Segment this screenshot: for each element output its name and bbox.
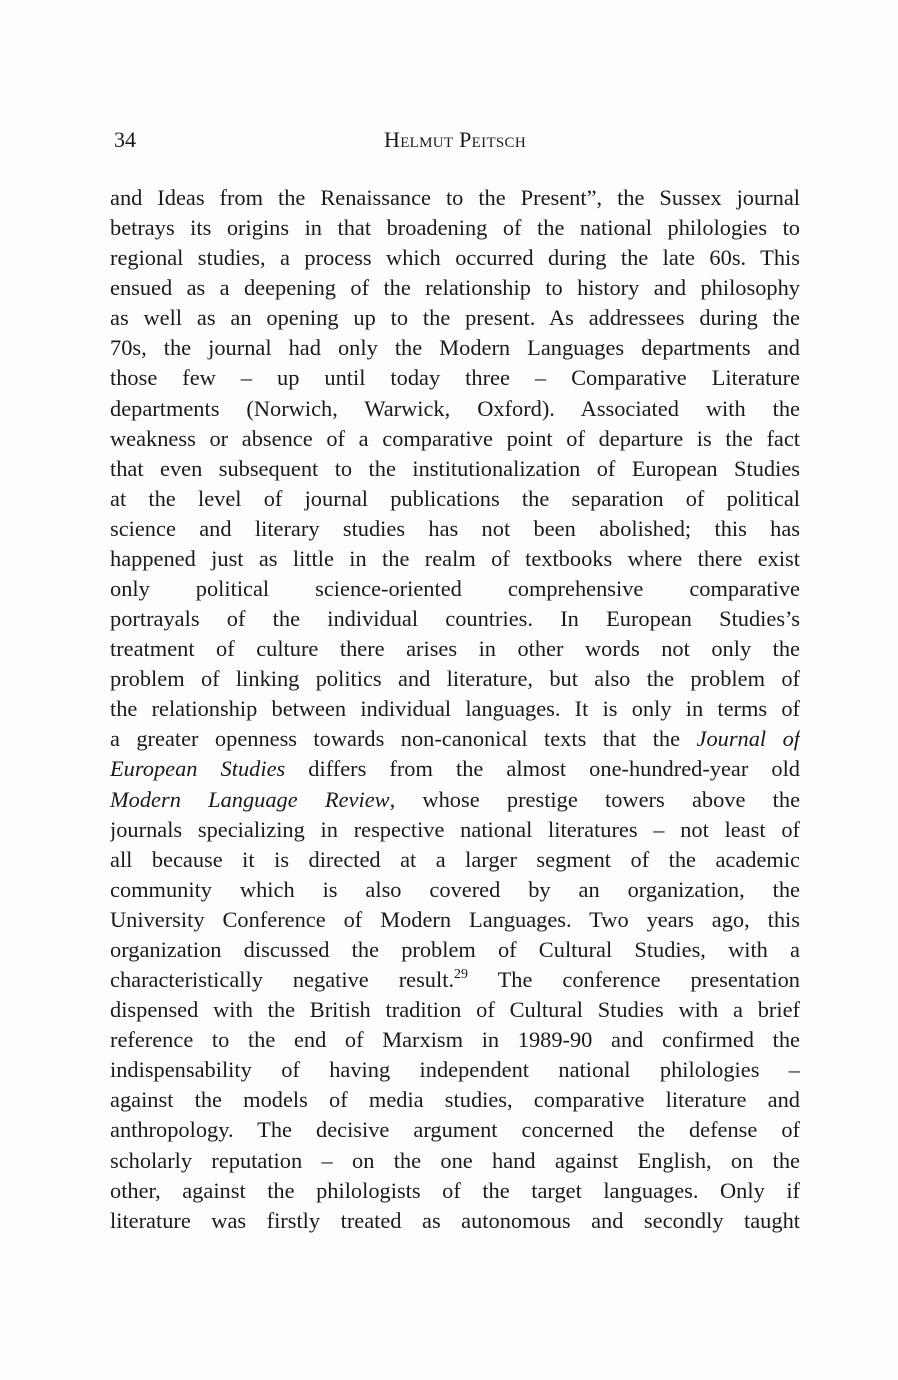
text-line	[110, 965, 800, 995]
text-segment: , whose prestige towers above the	[389, 786, 800, 812]
text-line	[110, 875, 800, 905]
text-line	[110, 604, 800, 634]
text-segment: science and literary studies has not been abolished; this has	[110, 515, 800, 541]
text-line	[110, 394, 800, 424]
text-line	[110, 484, 800, 514]
text-segment: anthropology. The decisive argument concerned the defense of	[110, 1117, 800, 1143]
text-segment: differs from the almost one-hundred-year old	[285, 756, 800, 782]
text-line	[110, 213, 800, 243]
text-segment: other, against the philologists of the target languages. Only if	[110, 1177, 800, 1203]
text-segment: journals specializing in respective national literatures – not least of	[110, 816, 800, 842]
text-segment: organization discussed the problem of Cultural Studies, with a	[110, 936, 800, 962]
text-line	[110, 634, 800, 664]
text-segment: at the level of journal publications the separation of political	[110, 485, 800, 511]
text-line	[110, 243, 800, 273]
text-segment: indispensability of having independent national philologies –	[110, 1057, 800, 1083]
text-line	[110, 724, 800, 754]
text-line	[110, 664, 800, 694]
text-line	[110, 905, 800, 935]
text-segment: University Conference of Modern Languages. Two years ago, this	[110, 906, 800, 932]
running-head-author: Helmut Peitsch	[384, 127, 526, 152]
text-segment: the relationship between individual languages. It is only in terms of	[110, 696, 800, 722]
text-segment: as well as an opening up to the present. As addressees during the	[110, 305, 800, 331]
text-line	[110, 303, 800, 333]
text-line	[110, 1115, 800, 1145]
text-segment: ensued as a deepening of the relationship to history and philosophy	[110, 275, 800, 301]
text-line	[110, 333, 800, 363]
text-line	[110, 1176, 800, 1206]
text-segment: only political science-oriented comprehensive comparative	[110, 576, 800, 602]
text-segment: The conference presentation	[468, 967, 800, 993]
footnote-reference[interactable]: 29	[454, 967, 469, 983]
text-line	[110, 544, 800, 574]
text-segment: and Ideas from the Renaissance to the Present”, the Sussex journal	[110, 185, 800, 210]
text-line	[110, 183, 800, 213]
text-segment: all because it is directed at a larger segment of the academic	[110, 846, 800, 872]
text-line	[110, 815, 800, 845]
text-line	[110, 1146, 800, 1176]
text-line	[110, 694, 800, 724]
text-line	[110, 754, 800, 784]
text-segment: characteristically negative result.	[110, 967, 455, 993]
text-line	[110, 785, 800, 815]
text-segment: portrayals of the individual countries. In European Studies’s	[110, 606, 800, 632]
text-line	[110, 1085, 800, 1115]
running-head	[110, 124, 800, 156]
text-segment: happened just as little in the realm of textbooks where there exist	[110, 545, 800, 571]
text-line	[110, 424, 800, 454]
text-segment: against the models of media studies, comparative literature and	[110, 1087, 800, 1113]
text-line	[110, 363, 800, 393]
journal-title-italic: Modern Language Review	[110, 786, 390, 812]
text-line	[110, 995, 800, 1025]
text-line	[110, 514, 800, 544]
text-segment: betrays its origins in that broadening of the national philologies to	[110, 215, 800, 241]
journal-title-italic: European Studies	[110, 756, 286, 782]
text-line	[110, 574, 800, 604]
journal-title-italic: Journal of	[696, 726, 800, 752]
text-segment: literature was firstly treated as autonomous and secondly taught	[110, 1207, 800, 1233]
text-segment: reference to the end of Marxism in 1989-90 and confirmed the	[110, 1027, 800, 1053]
text-line	[110, 845, 800, 875]
text-line	[110, 273, 800, 303]
text-segment: those few – up until today three – Comparative Literature	[110, 365, 800, 391]
text-segment: regional studies, a process which occurred during the late 60s. This	[110, 245, 800, 271]
text-segment: problem of linking politics and literature, but also the problem of	[110, 666, 800, 692]
text-segment: scholarly reputation – on the one hand against English, on the	[110, 1147, 800, 1173]
text-line	[110, 1055, 800, 1085]
text-line	[110, 1206, 800, 1236]
text-segment: dispensed with the British tradition of Cultural Studies with a brief	[110, 997, 800, 1023]
text-segment: 70s, the journal had only the Modern Languages departments and	[110, 335, 800, 361]
text-segment: departments (Norwich, Warwick, Oxford). Associated with the	[110, 395, 800, 421]
text-segment: community which is also covered by an organization, the	[110, 876, 800, 902]
text-line	[110, 935, 800, 965]
text-segment: weakness or absence of a comparative point of departure is the fact	[110, 425, 800, 451]
text-segment: that even subsequent to the institutionalization of European Studies	[110, 455, 800, 481]
body-text	[110, 183, 800, 1236]
page-number: 34	[114, 127, 136, 152]
text-segment: treatment of culture there arises in other words not only the	[110, 636, 800, 662]
text-segment: a greater openness towards non-canonical texts that the	[110, 726, 697, 752]
text-line	[110, 454, 800, 484]
text-line	[110, 1025, 800, 1055]
